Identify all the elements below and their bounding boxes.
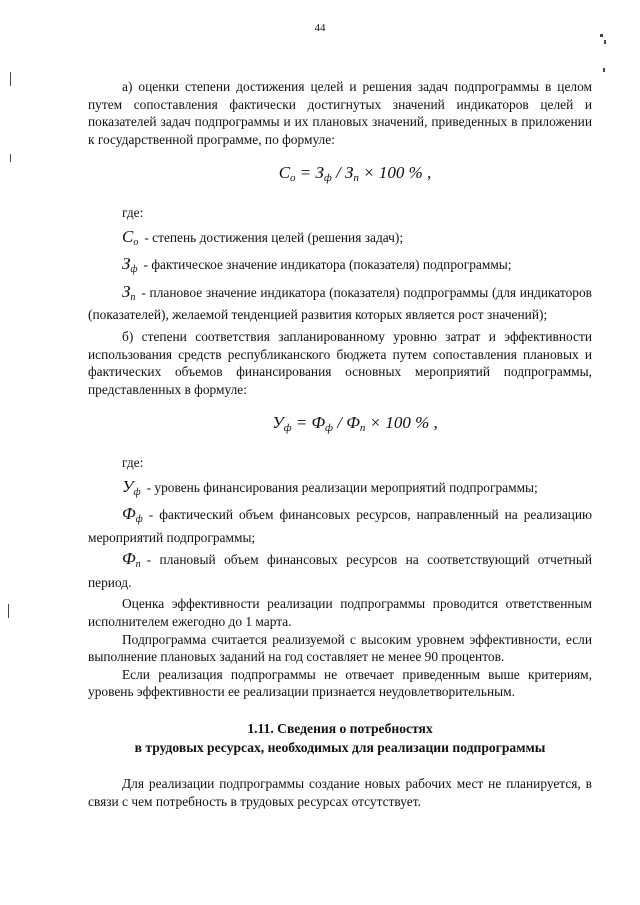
paragraph-a: а) оценки степени достижения целей и решения задач подпрограммы в целом путем сопоставления фактически достигнутых значений индикаторов целей и показателей задач подпрограммы и их плановых значений, приведенных в приложении к государственной программе, по формуле: — [88, 79, 592, 147]
section-heading — [88, 719, 592, 757]
symbol-letter: Ф — [122, 504, 136, 524]
formula-subscript: п — [353, 172, 359, 185]
page-number: 44 — [314, 22, 326, 34]
paragraph-unsatisfactory: Если реализация подпрограммы не отвечает приведенным выше критериям, уровень эффективности ее реализации признается неудовлетворительным. — [88, 666, 592, 700]
definition-symbol — [122, 254, 138, 276]
scan-mark — [10, 154, 11, 162]
definition-item — [88, 478, 592, 502]
symbol-subscript: о — [133, 236, 139, 248]
symbol-subscript: п — [135, 559, 141, 571]
definition-text: - степень достижения целей (решения задач); — [144, 229, 404, 245]
definition-item — [88, 228, 592, 252]
definition-symbol — [122, 227, 138, 246]
formula-term: Ф — [346, 413, 360, 433]
definition-text: - плановый объем финансовых ресурсов на соответствующий отчетный период. — [88, 552, 592, 590]
definition-text: - фактический объем финансовых ресурсов, направленный на реализацию мероприятий подпрограммы; — [88, 507, 592, 545]
formula-term: У — [272, 413, 284, 433]
scan-mark — [8, 604, 9, 618]
definition-item — [88, 283, 592, 324]
formula-term: Ф — [311, 413, 326, 433]
formula-term: С — [278, 163, 291, 183]
scan-mark — [10, 72, 11, 86]
symbol-subscript: ф — [130, 264, 138, 276]
scan-mark — [603, 68, 605, 72]
definition-symbol — [122, 549, 141, 571]
definition-text: - плановое значение индикатора (показателя) подпрограммы (для индикаторов (показателей), желаемой тенденцией развития которых является рост значений); — [88, 284, 592, 323]
paragraph-b: б) степени соответствия запланированному уровню затрат и эффективности использования средств республиканского бюджета путем сопоставления плановых и фактических объемов финансирования основных мероприятий подпрограммы, представленных в формуле: — [88, 328, 592, 397]
symbol-letter: З — [122, 281, 131, 301]
formula-subscript: п — [359, 422, 366, 435]
scan-mark — [600, 34, 603, 37]
formula-operator: / — [332, 413, 347, 433]
formula-comma: , — [422, 163, 432, 183]
paragraph-labor-resources: Для реализации подпрограммы создание новых рабочих мест не планируется, в связи с чем потребность в трудовых ресурсах отсутствует. — [88, 776, 592, 809]
symbol-letter: С — [122, 226, 134, 246]
where-label: где: — [122, 454, 144, 470]
formula-operator: = — [295, 163, 316, 183]
formula-operator: = — [291, 413, 312, 433]
symbol-subscript: ф — [133, 486, 141, 498]
paragraph-evaluation: Оценка эффективности реализации подпрограммы проводится ответственным исполнителем ежегодно до 1 марта. — [88, 596, 592, 630]
heading-line-1: 1.11. Сведения о потребностях — [247, 721, 433, 737]
scan-mark — [604, 40, 606, 44]
formula-term: З — [315, 163, 324, 183]
symbol-letter: Ф — [122, 549, 136, 569]
definition-symbol — [122, 504, 143, 526]
formula-subscript: ф — [325, 422, 333, 435]
formula-goal-achievement — [88, 164, 592, 188]
symbol-subscript: п — [130, 291, 136, 303]
formula-operator: / — [331, 163, 345, 183]
formula-term: З — [344, 163, 354, 183]
document-body — [88, 78, 592, 810]
definition-symbol — [122, 477, 141, 496]
formula-comma: , — [429, 413, 438, 433]
definition-item — [88, 255, 592, 279]
formula-financing-level — [88, 414, 592, 438]
definition-item — [88, 550, 592, 591]
definition-text: - уровень финансирования реализации мероприятий подпрограммы; — [146, 479, 538, 495]
definition-text: - фактическое значение индикатора (показателя) подпрограммы; — [143, 257, 512, 273]
formula-subscript: о — [290, 172, 296, 185]
formula-subscript: ф — [283, 422, 292, 435]
symbol-subscript: ф — [135, 514, 143, 526]
formula-tail: × 100 % — [365, 413, 430, 433]
where-label: где: — [122, 204, 144, 220]
formula-subscript: ф — [323, 172, 332, 185]
definition-symbol — [122, 282, 135, 301]
paragraph-high-efficiency: Подпрограмма считается реализуемой с высоким уровнем эффективности, если выполнение плановых заданий на год составляет не менее 90 процентов. — [88, 631, 592, 665]
definition-item — [88, 505, 592, 546]
symbol-letter: У — [122, 476, 134, 496]
symbol-letter: З — [122, 254, 131, 274]
heading-line-2: в трудовых ресурсах, необходимых для реализации подпрограммы — [134, 740, 546, 756]
formula-tail: × 100 % — [358, 163, 423, 183]
